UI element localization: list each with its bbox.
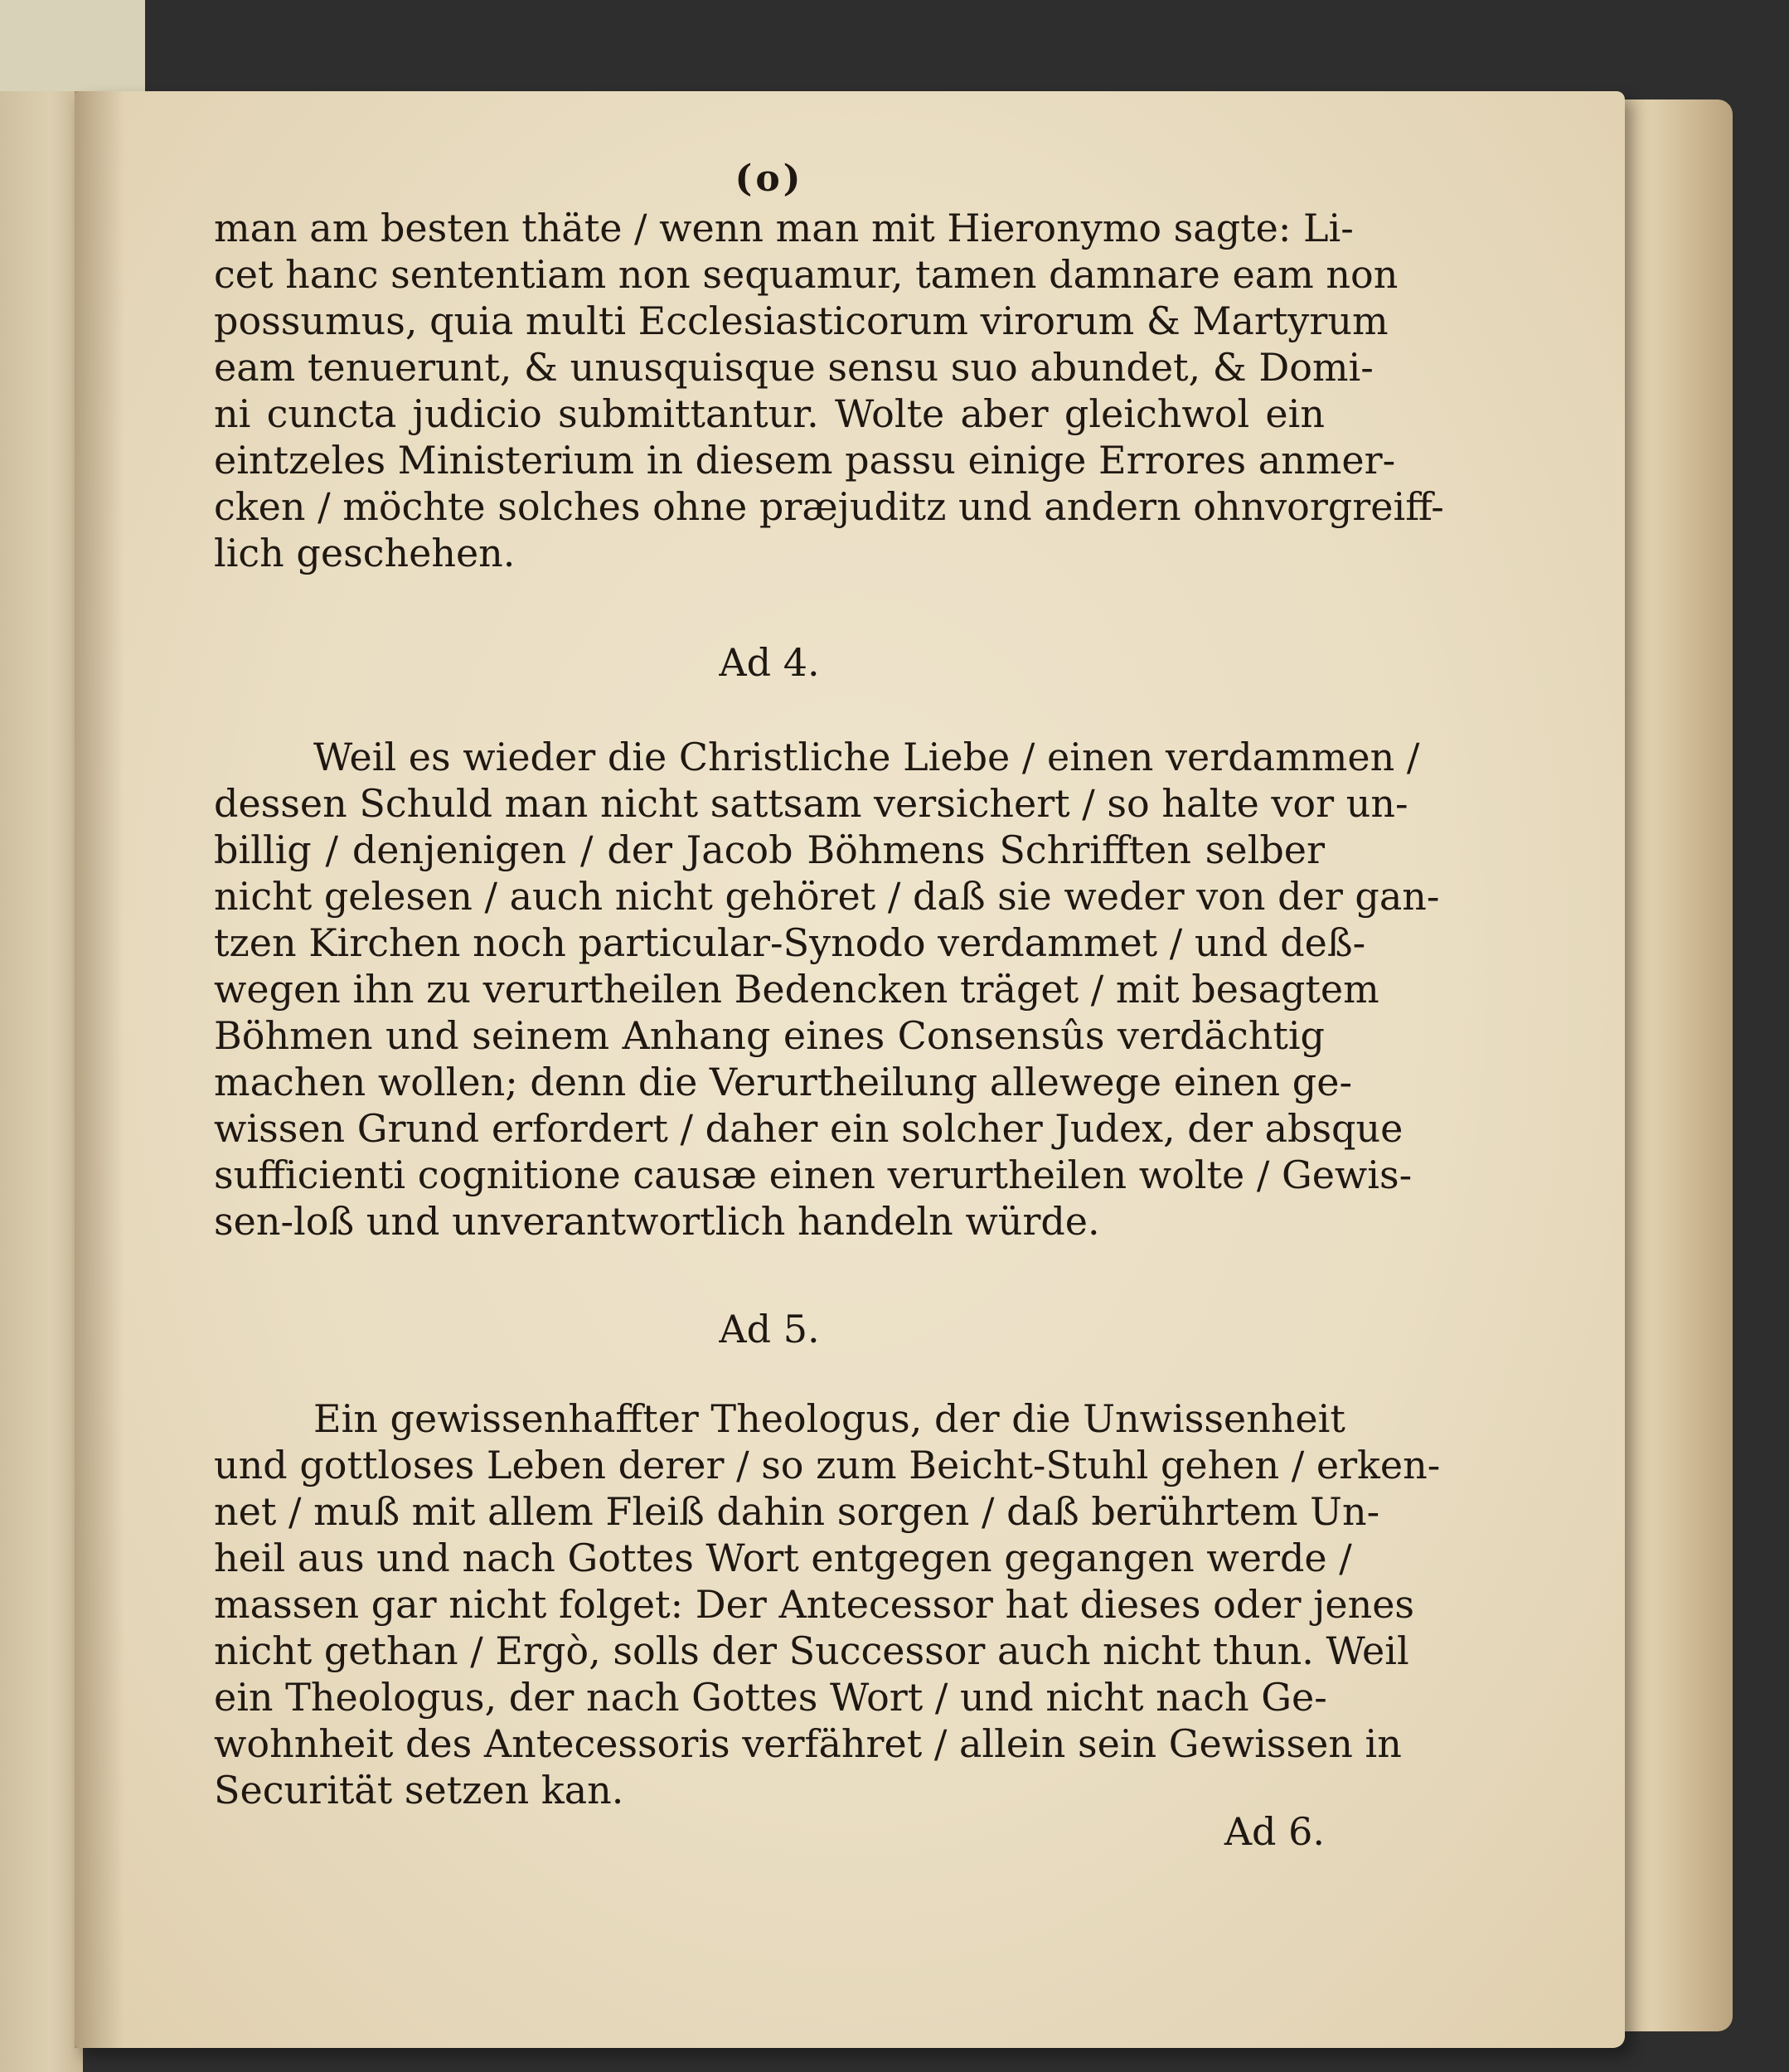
text-line: cken / möchte solches ohne præjuditz und andern ohnvorgreiff- bbox=[214, 484, 1444, 529]
text-line: wissen Grund erfordert / daher ein solcher Judex, der absque bbox=[214, 1106, 1404, 1151]
text-line: billig / denjenigen / der Jacob Böhmens Schrifften selber bbox=[214, 827, 1325, 872]
text-line: und gottloses Leben derer / so zum Beicht-Stuhl gehen / erken- bbox=[214, 1443, 1441, 1487]
text-line: sufficienti cognitione causæ einen verurtheilen wolte / Gewis- bbox=[214, 1152, 1413, 1197]
text-line: net / muß mit allem Fleiß dahin sorgen / daß berührtem Un- bbox=[214, 1489, 1380, 1534]
paragraph-3 bbox=[214, 1395, 1441, 1813]
text-line: Ein gewissenhaffter Theologus, der die Unwissenheit bbox=[313, 1396, 1345, 1441]
text-line: wohnheit des Antecessoris verfähret / allein sein Gewissen in bbox=[214, 1721, 1402, 1766]
paragraph-1 bbox=[214, 205, 1444, 576]
text-line: dessen Schuld man nicht sattsam versichert / so halte vor un- bbox=[214, 781, 1408, 826]
text-line: eam tenuerunt, & unusquisque sensu suo abundet, & Domi- bbox=[214, 345, 1374, 390]
text-line: possumus, quia multi Ecclesiasticorum virorum & Martyrum bbox=[214, 298, 1389, 343]
text-line: Böhmen und seinem Anhang eines Consensûs verdächtig bbox=[214, 1013, 1325, 1058]
text-line: lich geschehen. bbox=[214, 531, 516, 575]
text-line: machen wollen; denn die Verurtheilung allewege einen ge- bbox=[214, 1060, 1353, 1104]
catchword: Ad 6. bbox=[1224, 1809, 1325, 1854]
paragraph-2 bbox=[214, 734, 1440, 1245]
page-gutter-shadow bbox=[75, 91, 124, 2048]
verso-page-edge bbox=[0, 91, 83, 2072]
text-line: Securität setzen kan. bbox=[214, 1768, 624, 1812]
text-line: Weil es wieder die Christliche Liebe / einen verdammen / bbox=[313, 735, 1420, 779]
text-line: man am besten thäte / wenn man mit Hieronymo sagte: Li- bbox=[214, 206, 1354, 250]
text-line: nicht gelesen / auch nicht gehöret / daß sie weder von der gan- bbox=[214, 874, 1440, 919]
text-line: massen gar nicht folget: Der Antecessor hat dieses oder jenes bbox=[214, 1582, 1415, 1627]
section-heading-ad-5: Ad 5. bbox=[719, 1307, 820, 1351]
section-heading-ad-4: Ad 4. bbox=[719, 640, 820, 685]
text-line: eintzeles Ministerium in diesem passu einige Errores anmer- bbox=[214, 438, 1396, 483]
text-line: heil aus und nach Gottes Wort entgegen gegangen werde / bbox=[214, 1536, 1352, 1580]
text-line: tzen Kirchen noch particular-Synodo verdammet / und deß- bbox=[214, 920, 1366, 965]
page-stack-edge bbox=[1608, 99, 1733, 2031]
text-line: ein Theologus, der nach Gottes Wort / und nicht nach Ge- bbox=[214, 1675, 1327, 1720]
text-line: sen-loß und unverantwortlich handeln würde. bbox=[214, 1199, 1100, 1244]
text-line: nicht gethan / Ergò, solls der Successor auch nicht thun. Weil bbox=[214, 1628, 1409, 1673]
page-text bbox=[214, 158, 1444, 1855]
text-line: ni cuncta judicio submittantur. Wolte aber gleichwol ein bbox=[214, 391, 1325, 436]
text-line: cet hanc sententiam non sequamur, tamen damnare eam non bbox=[214, 252, 1399, 297]
page-headpiece: (o) bbox=[735, 158, 804, 200]
text-line: wegen ihn zu verurtheilen Bedencken träget / mit besagtem bbox=[214, 967, 1379, 1012]
